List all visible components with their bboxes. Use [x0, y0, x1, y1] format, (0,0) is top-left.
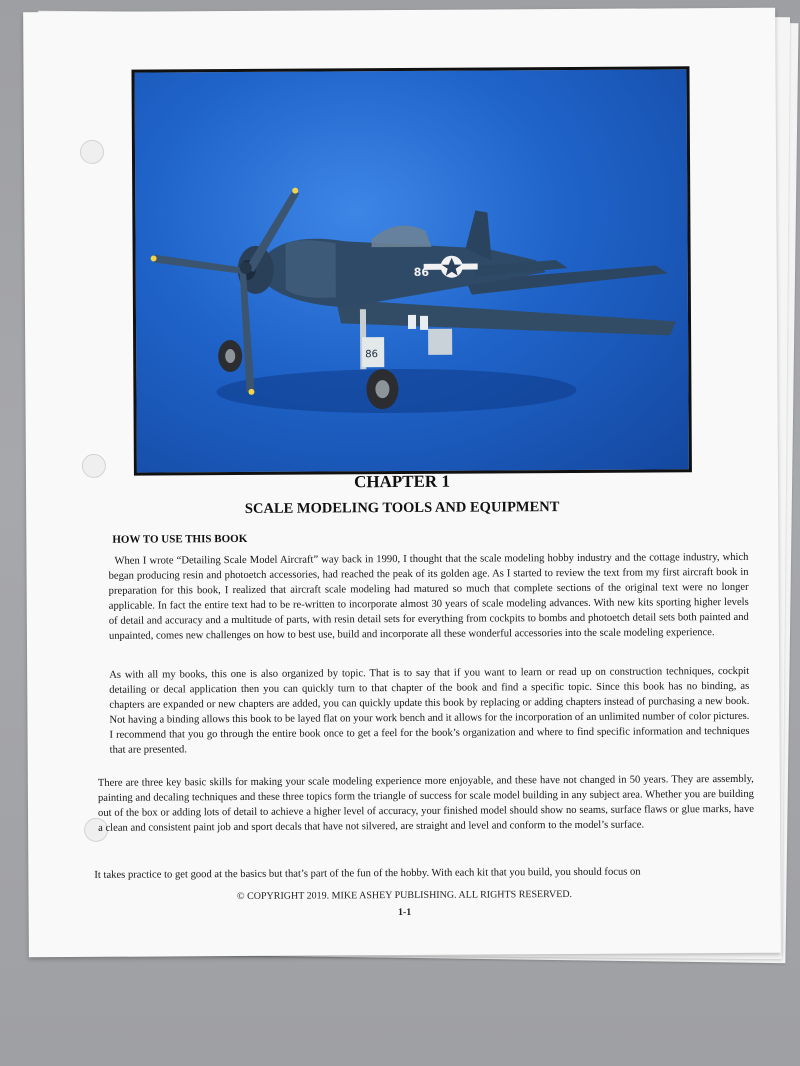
page-number: 1-1 — [397, 906, 412, 919]
body-paragraph: When I wrote “Detailing Scale Model Aircraft” way back in 1990, I thought that the scale modeling hobby industry and the cottage industry, which began producing resin and photoetch accessories, had reached the peak of its golden age. As I started to review the text from my first aircraft book in preparation for this book, I realized that aircraft scale modeling had matured so much that complete sections of the original text were no longer applicable. In fact the entire text had to be re-written to incorporate almost 30 years of scale modeling advances. With new kits sporting higher levels of detail and accuracy and a multitude of parts, with resin detail sets for everything from cockpits to bombs and photoetch detail sets both painted and unpainted, comes new challenges on how to best use, build and incorporate all these wonderful accessories into the scale modeling experience. — [108, 551, 749, 642]
corsair-model-illustration — [134, 69, 688, 472]
gear-door-number: 86 — [365, 349, 378, 361]
body-paragraph: As with all my books, this one is also organized by topic. That is to say that if you want to learn or read up on construction techniques, cockpit detailing or decal application then you can quickly turn to that chapter of the book and find a specific topic. Since this book has no binding, as chapters are expanded or new chapters are added, you can quickly update this book by replacing or adding chapters instead of purchasing a new book. Not having a binding allows this book to be layed flat on your work bench and it allows for the incorporation of an unlimited number of color pictures. I recommend that you go through the entire book once to get a feel for the book’s organization and where to find specific information and techniques that are presented. — [109, 665, 750, 756]
chapter-subtitle: SCALE MODELING TOOLS AND EQUIPMENT — [244, 499, 560, 517]
aircraft-number: 86 — [413, 265, 430, 279]
book-page — [23, 8, 781, 958]
section-heading: HOW TO USE THIS BOOK — [112, 532, 248, 546]
aircraft-model-photo — [131, 66, 691, 475]
body-paragraph: It takes practice to get good at the basics but that’s part of the fun of the hobby. With each kit that you build, you should focus on — [94, 866, 641, 881]
body-paragraph: There are three key basic skills for making your scale modeling experience more enjoyable, and these have not changed in 50 years. They are assembly, painting and decaling techniques and these three topics form the triangle of success for scale model building in any subject area. Whether you are building out of the box or adding lots of detail to achieve a higher level of accuracy, your finished model should show no seams, surface flaws or glue marks, have a clean and consistent paint job and sport decals that have not silvered, are straight and level and conform to the model’s surface. — [97, 773, 755, 834]
punch-hole — [80, 140, 104, 164]
chapter-title: CHAPTER 1 — [353, 471, 450, 492]
copyright-notice: © COPYRIGHT 2019. MIKE ASHEY PUBLISHING. ALL RIGHTS RESERVED. — [236, 888, 573, 903]
